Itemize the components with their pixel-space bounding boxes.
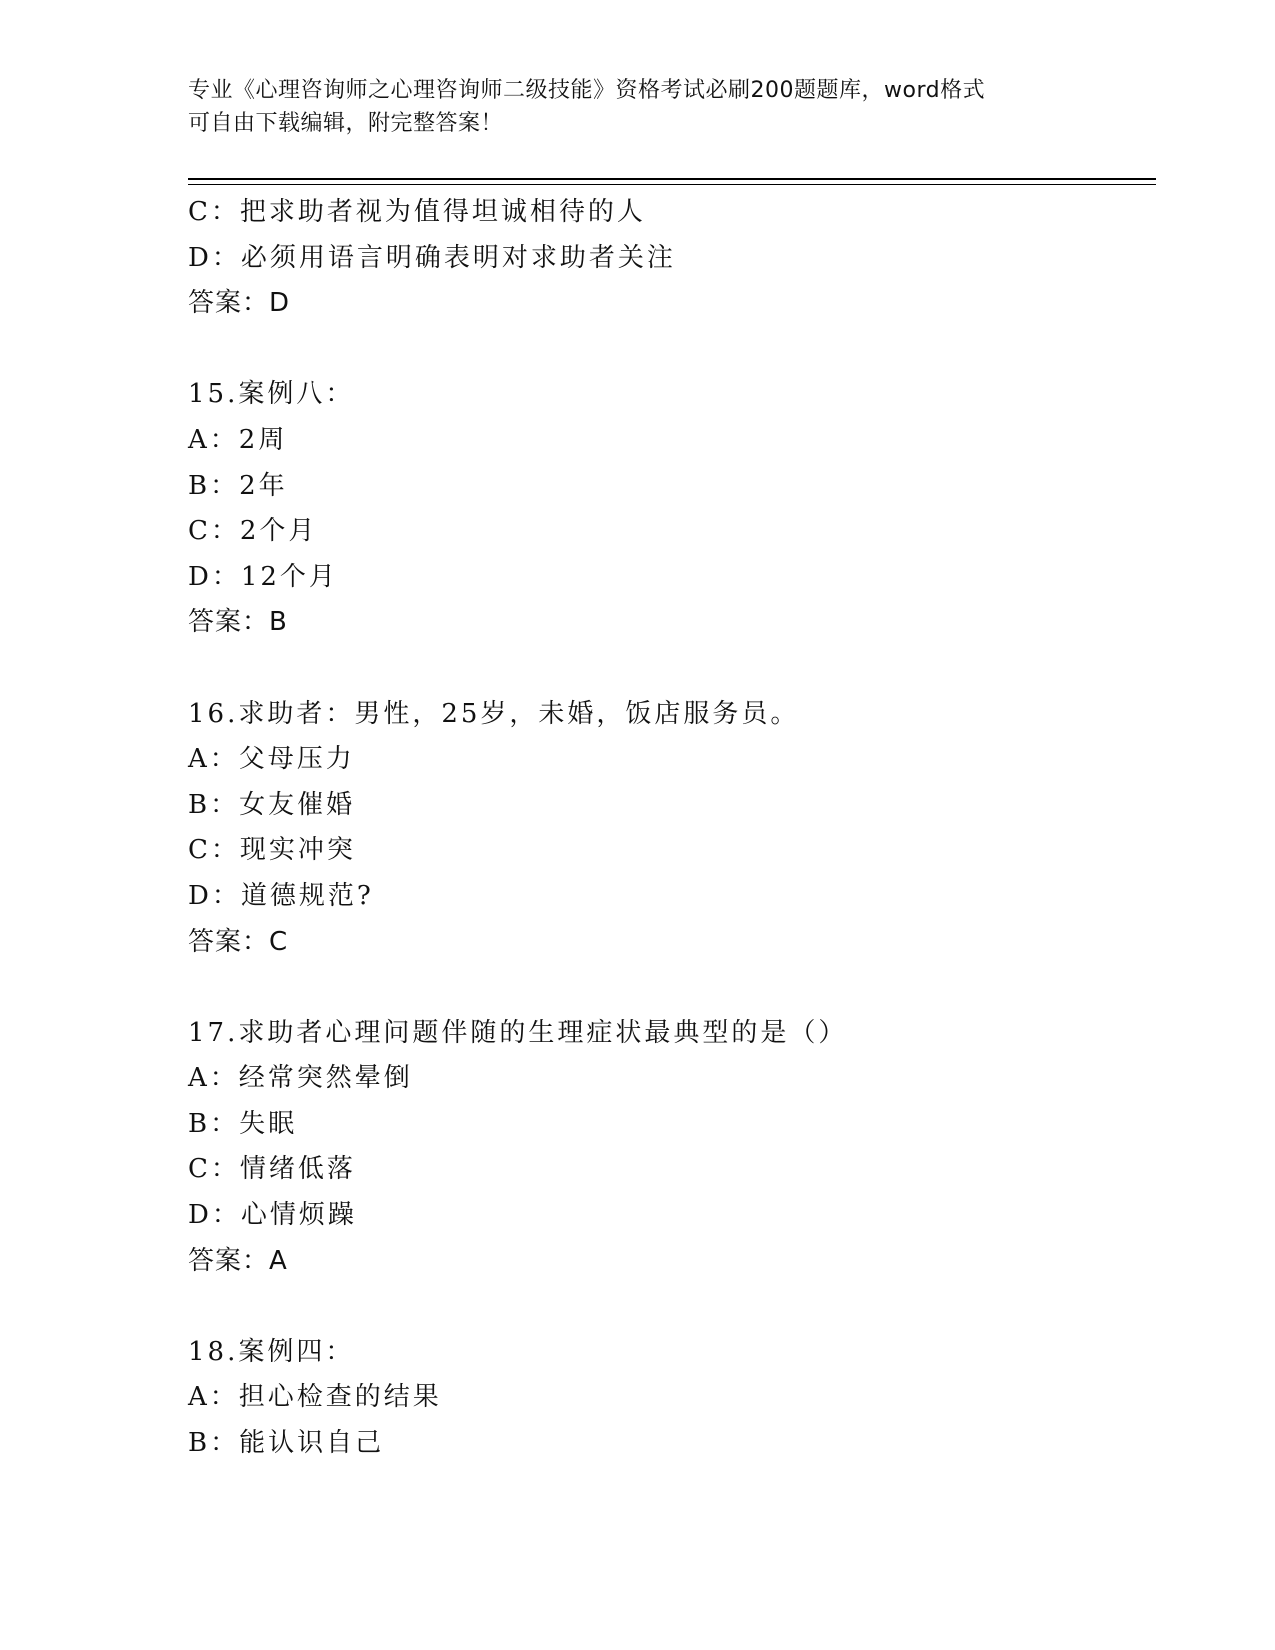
question-18 — [188, 1330, 1156, 1467]
option-a: A：父母压力 — [188, 744, 355, 775]
answer-line: 答案：C — [188, 926, 289, 957]
option-d: D：心情烦躁 — [188, 1200, 357, 1231]
header-divider-thin — [188, 184, 1156, 185]
option-c: C：情绪低落 — [188, 1154, 356, 1185]
header-line-1: 专业《心理咨询师之心理咨询师二级技能》资格考试必刷200题题库，word格式 — [188, 78, 986, 103]
option-d: D：道德规范? — [188, 880, 374, 911]
question-list — [188, 190, 1156, 1467]
question-title: 15.案例八： — [188, 379, 355, 410]
spacer — [188, 1284, 1156, 1330]
option-a: A：2周 — [188, 424, 288, 455]
answer-line: 答案：D — [188, 288, 291, 319]
option-c: C：现实冲突 — [188, 835, 356, 866]
spacer — [188, 965, 1156, 1011]
header-divider-thick — [188, 178, 1156, 180]
question-16 — [188, 692, 1156, 966]
option-b: B：女友催婚 — [188, 789, 356, 820]
option-a: A：经常突然晕倒 — [188, 1063, 413, 1094]
question-14-tail — [188, 190, 1156, 327]
option-c: C：2个月 — [188, 516, 318, 547]
question-title: 17.求助者心理问题伴随的生理症状最典型的是（） — [188, 1017, 848, 1048]
question-17 — [188, 1011, 1156, 1285]
option-b: B：2年 — [188, 470, 288, 501]
option-a: A：担心检查的结果 — [188, 1382, 442, 1413]
spacer — [188, 646, 1156, 692]
answer-line: 答案：A — [188, 1245, 288, 1276]
document-header — [188, 74, 1068, 140]
question-title: 16.求助者：男性，25岁，未婚，饭店服务员。 — [188, 698, 800, 729]
option-b: B：能认识自己 — [188, 1428, 385, 1459]
option-c: C：把求助者视为值得坦诚相待的人 — [188, 197, 646, 227]
answer-line: 答案：B — [188, 607, 288, 638]
question-title: 18.案例四： — [188, 1336, 355, 1367]
question-15 — [188, 372, 1156, 646]
option-d: D：12个月 — [188, 561, 338, 592]
option-b: B：失眠 — [188, 1108, 298, 1139]
spacer — [188, 327, 1156, 373]
option-d: D：必须用语言明确表明对求助者关注 — [188, 242, 676, 273]
header-line-2: 可自由下载编辑，附完整答案！ — [188, 111, 504, 136]
